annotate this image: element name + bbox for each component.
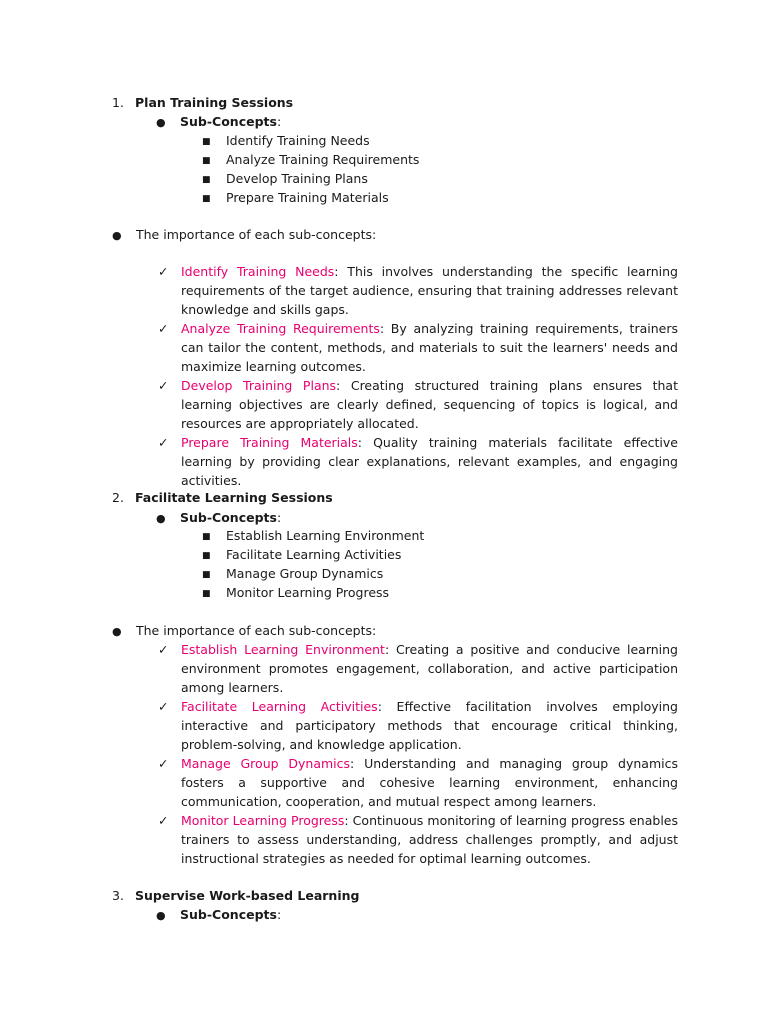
list-item-label: Monitor Learning Progress xyxy=(226,585,390,600)
importance-text: : Creating structured training plans ensures that learning objectives are clearly defined, sequencing of topics is logical, and resources are appropriately allocated. xyxy=(181,378,678,431)
bullet-icon: ● xyxy=(156,512,166,525)
list-item xyxy=(202,526,424,545)
checkmark-icon: ✓ xyxy=(158,699,169,714)
section-number: 3. xyxy=(112,888,124,903)
importance-term: Establish Learning Environment xyxy=(181,642,385,657)
importance-term: Identify Training Needs xyxy=(181,264,335,279)
sub-concepts-heading: ● Sub-Concepts: xyxy=(156,112,281,131)
square-bullet-icon: ■ xyxy=(202,570,211,580)
list-item-label: Establish Learning Environment xyxy=(226,528,425,543)
importance-term: Prepare Training Materials xyxy=(181,435,358,450)
importance-term: Facilitate Learning Activities xyxy=(181,699,378,714)
section-3-heading xyxy=(112,886,359,905)
importance-text: : Effective facilitation involves employing interactive and participatory methods that encourage critical thinking, problem-solving, and knowledge application. xyxy=(181,699,678,752)
importance-text: : By analyzing training requirements, trainers can tailor the content, methods, and materials to suit the learners' needs and maximize learning outcomes. xyxy=(181,321,678,374)
list-item xyxy=(202,188,389,207)
list-item xyxy=(202,169,368,188)
sub-concepts-label: Sub-Concepts xyxy=(180,907,277,922)
list-item xyxy=(202,583,389,602)
section-2-heading xyxy=(112,488,333,507)
importance-text: : Creating a positive and conducive learning environment promotes engagement, collaboration, and active participation among learners. xyxy=(181,642,678,695)
section-title: Facilitate Learning Sessions xyxy=(135,490,333,505)
importance-text: : Quality training materials facilitate effective learning by providing clear explanations, relevant examples, and engaging activities. xyxy=(181,435,678,488)
importance-item xyxy=(158,433,678,490)
checkmark-icon: ✓ xyxy=(158,813,169,828)
checkmark-icon: ✓ xyxy=(158,756,169,771)
sub-concepts-label: Sub-Concepts xyxy=(180,510,277,525)
list-item xyxy=(202,150,419,169)
bullet-icon: ● xyxy=(112,229,122,242)
checkmark-icon: ✓ xyxy=(158,264,169,279)
list-item-label: Prepare Training Materials xyxy=(226,190,389,205)
importance-term: Monitor Learning Progress xyxy=(181,813,345,828)
sub-concepts-heading: ● Sub-Concepts: xyxy=(156,508,281,527)
checkmark-icon: ✓ xyxy=(158,642,169,657)
square-bullet-icon: ■ xyxy=(202,137,211,147)
list-item xyxy=(202,131,370,150)
importance-heading xyxy=(112,621,376,640)
list-item xyxy=(202,545,401,564)
importance-item xyxy=(158,697,678,754)
importance-term: Analyze Training Requirements xyxy=(181,321,380,336)
importance-item xyxy=(158,319,678,376)
importance-label: The importance of each sub-concepts: xyxy=(136,227,377,242)
square-bullet-icon: ■ xyxy=(202,194,211,204)
sub-concepts-heading: ● Sub-Concepts: xyxy=(156,905,281,924)
importance-item xyxy=(158,754,678,811)
list-item xyxy=(202,564,383,583)
bullet-icon: ● xyxy=(112,625,122,638)
sub-concepts-label: Sub-Concepts xyxy=(180,114,277,129)
section-1-heading xyxy=(112,93,293,112)
importance-item xyxy=(158,262,678,319)
list-item-label: Identify Training Needs xyxy=(226,133,370,148)
importance-text: : This involves understanding the specific learning requirements of the target audience, ensuring that training addresses relevant knowledge and skills gaps. xyxy=(181,264,678,317)
section-title: Supervise Work-based Learning xyxy=(135,888,360,903)
square-bullet-icon: ■ xyxy=(202,175,211,185)
bullet-icon: ● xyxy=(156,909,166,922)
importance-heading xyxy=(112,225,376,244)
section-number: 2. xyxy=(112,490,124,505)
checkmark-icon: ✓ xyxy=(158,378,169,393)
square-bullet-icon: ■ xyxy=(202,551,211,561)
section-number: 1. xyxy=(112,95,124,110)
importance-item xyxy=(158,376,678,433)
square-bullet-icon: ■ xyxy=(202,156,211,166)
bullet-icon: ● xyxy=(156,116,166,129)
list-item-label: Analyze Training Requirements xyxy=(226,152,420,167)
importance-item xyxy=(158,640,678,697)
importance-item xyxy=(158,811,678,868)
checkmark-icon: ✓ xyxy=(158,321,169,336)
list-item-label: Facilitate Learning Activities xyxy=(226,547,402,562)
square-bullet-icon: ■ xyxy=(202,589,211,599)
square-bullet-icon: ■ xyxy=(202,532,211,542)
importance-term: Develop Training Plans xyxy=(181,378,337,393)
checkmark-icon: ✓ xyxy=(158,435,169,450)
importance-text: : Continuous monitoring of learning progress enables trainers to assess understanding, address challenges promptly, and adjust instructional strategies as needed for optimal learning outcomes. xyxy=(181,813,678,866)
importance-label: The importance of each sub-concepts: xyxy=(136,623,377,638)
importance-text: : Understanding and managing group dynamics fosters a supportive and cohesive learning environment, enhancing communication, cooperation, and mutual respect among learners. xyxy=(181,756,678,809)
list-item-label: Manage Group Dynamics xyxy=(226,566,384,581)
section-title: Plan Training Sessions xyxy=(135,95,294,110)
importance-term: Manage Group Dynamics xyxy=(181,756,351,771)
list-item-label: Develop Training Plans xyxy=(226,171,368,186)
